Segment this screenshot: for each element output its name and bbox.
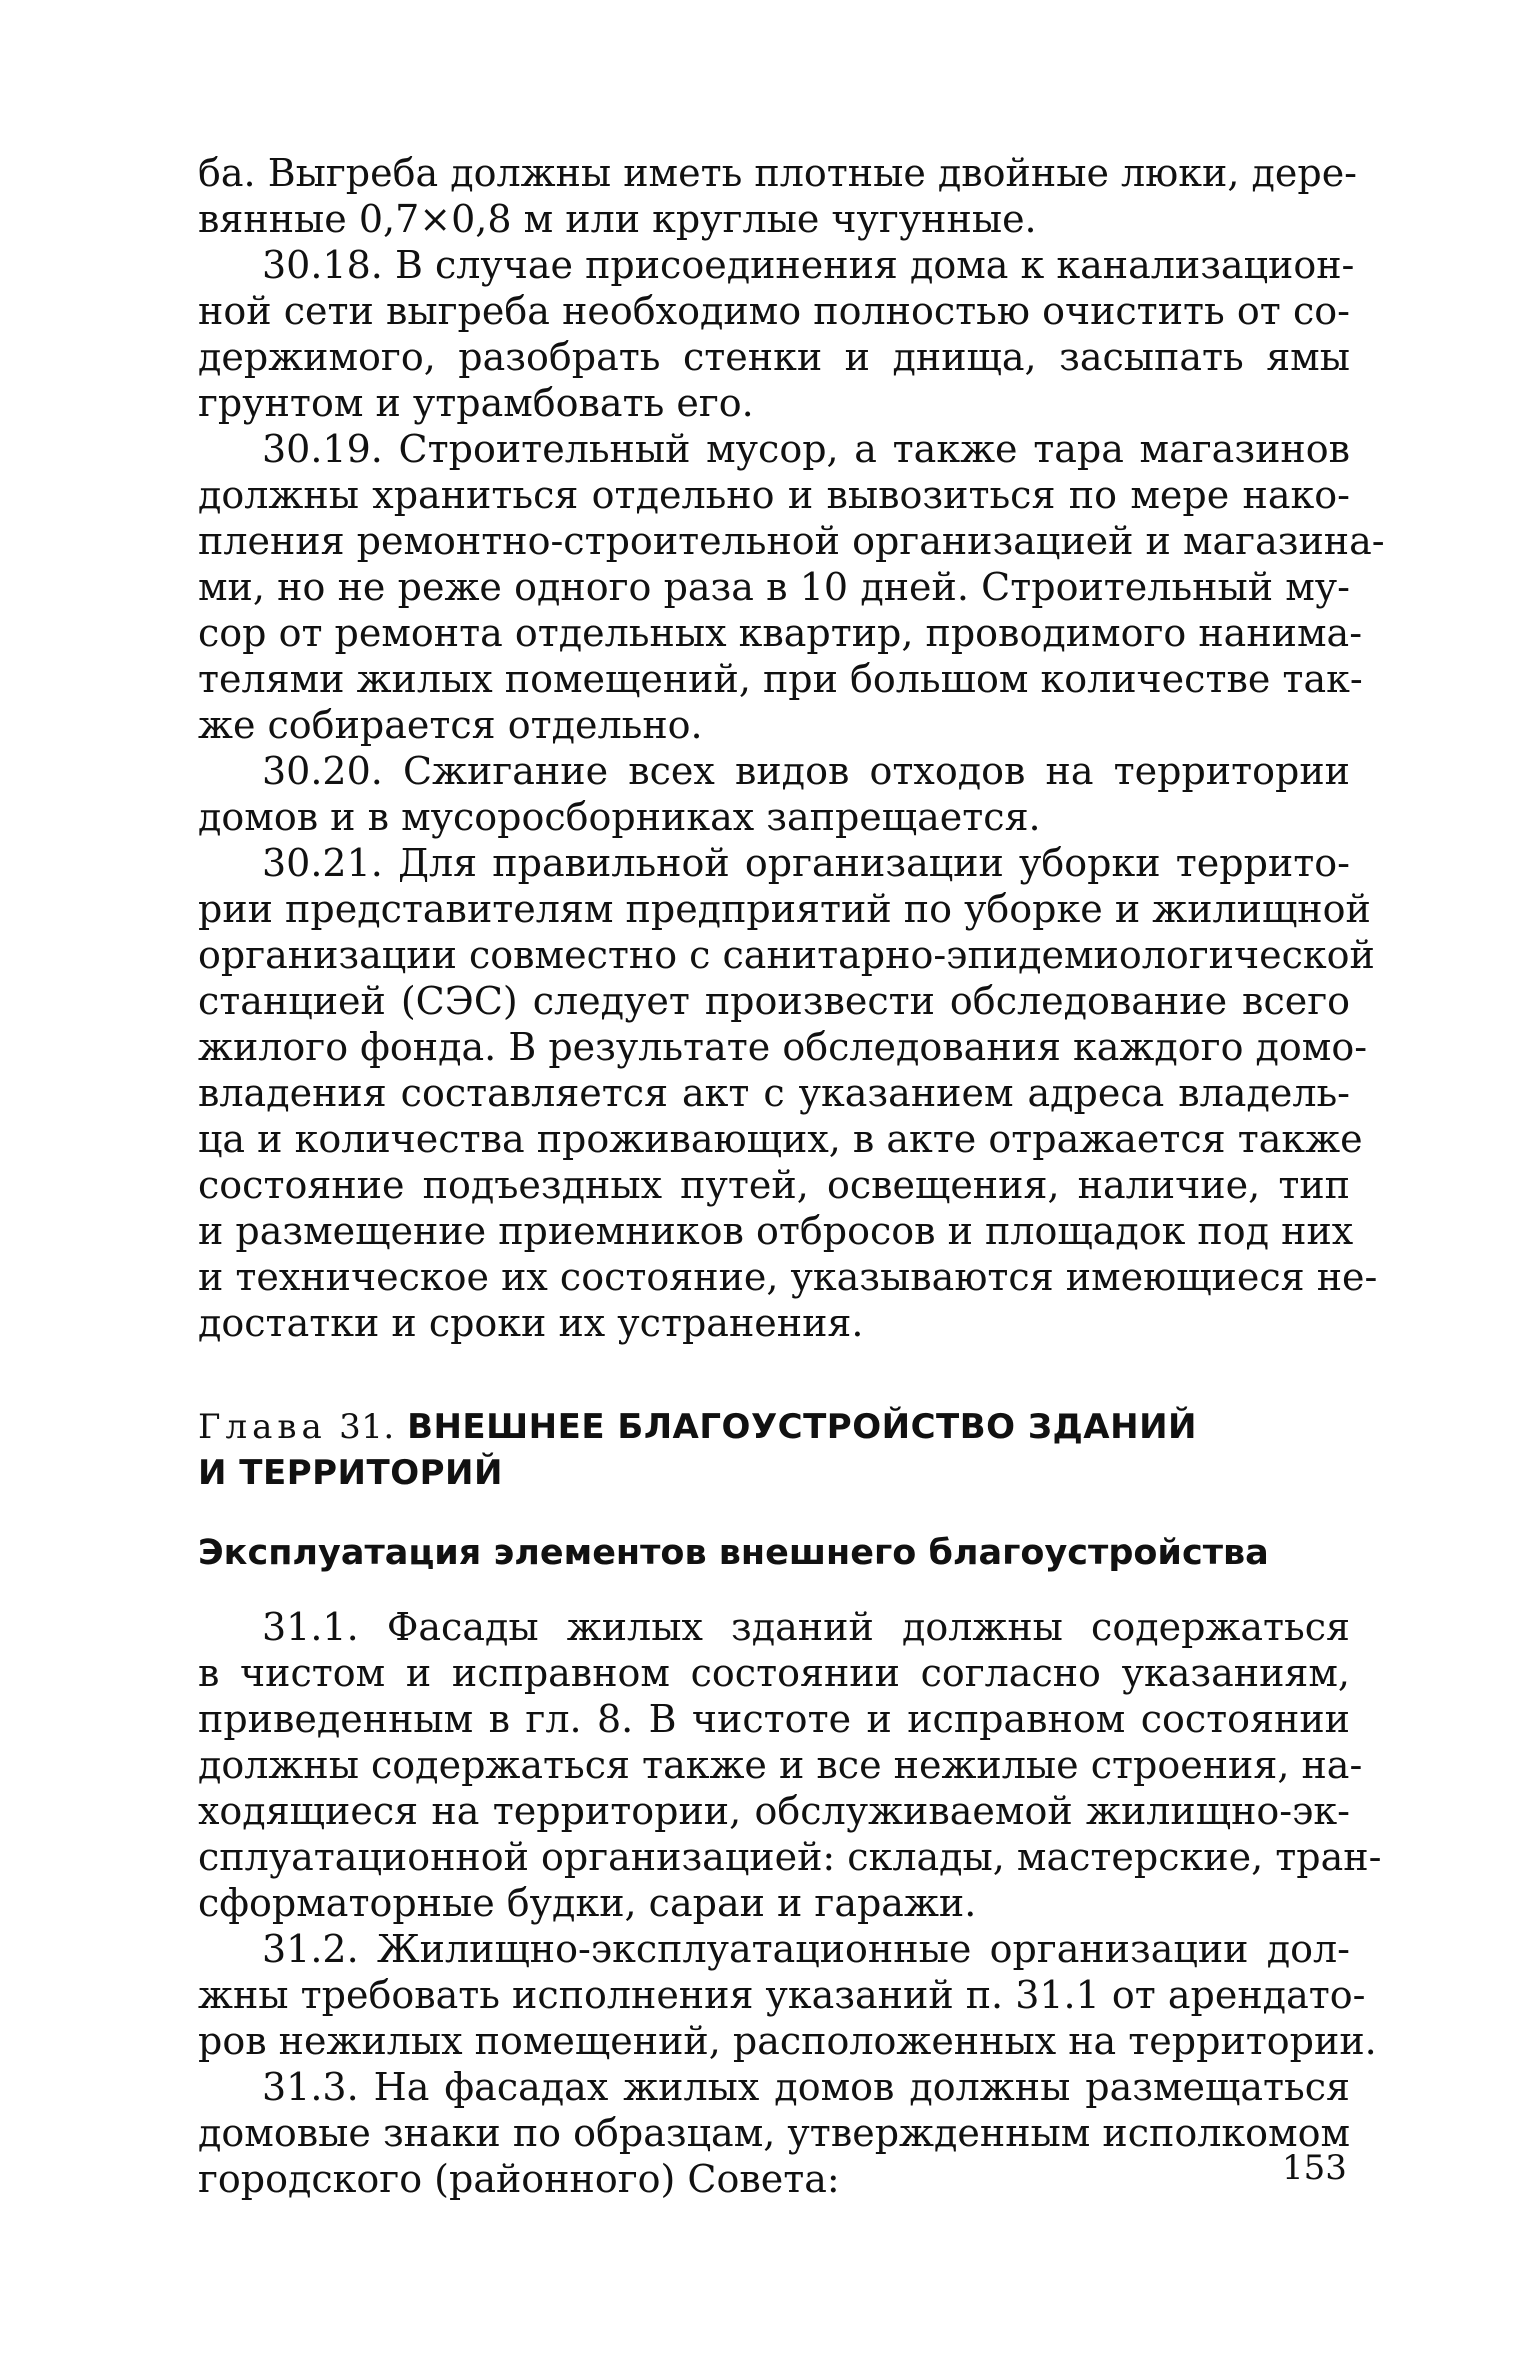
text-line: телями жилых помещений, при большом количестве так- bbox=[198, 657, 1363, 701]
text-line: ров нежилых помещений, расположенных на территории. bbox=[198, 2019, 1377, 2063]
text-line: жны требовать исполнения указаний п. 31.1 от арендато- bbox=[198, 1973, 1366, 2017]
document-page bbox=[198, 150, 1385, 2202]
paragraph-31-2 bbox=[198, 1926, 1377, 2064]
text-line: владения составляется акт с указанием адреса владель- bbox=[198, 1071, 1350, 1115]
text-line: достатки и сроки их устранения. bbox=[198, 1301, 864, 1345]
chapter-title-line-2: И ТЕРРИТОРИЙ bbox=[198, 1453, 503, 1493]
text-line: же собирается отдельно. bbox=[198, 703, 703, 747]
paragraph-30-19 bbox=[198, 426, 1385, 748]
text-line: 31.3. На фасадах жилых домов должны размещаться bbox=[262, 2065, 1350, 2109]
text-line: и размещение приемников отбросов и площадок под них bbox=[198, 1209, 1354, 1253]
chapter-number: 31. bbox=[339, 1407, 395, 1447]
text-line: городского (районного) Совета: bbox=[198, 2157, 840, 2201]
text-line: 31.1. Фасады жилых зданий должны содержаться bbox=[262, 1605, 1350, 1649]
paragraph-30-20 bbox=[198, 748, 1350, 840]
text-line: сформаторные будки, сараи и гаражи. bbox=[198, 1881, 977, 1925]
paragraph-30-21 bbox=[198, 840, 1378, 1346]
text-line: домов и в мусоросборниках запрещается. bbox=[198, 795, 1041, 839]
text-line: должны храниться отдельно и вывозиться по мере нако- bbox=[198, 473, 1350, 517]
section-subheading: Эксплуатация элементов внешнего благоустройства bbox=[198, 1533, 1269, 1573]
text-line: держимого, разобрать стенки и днища, засыпать ямы bbox=[198, 335, 1350, 379]
text-line: организации совместно с санитарно-эпидемиологической bbox=[198, 933, 1375, 977]
text-line: сор от ремонта отдельных квартир, проводимого нанима- bbox=[198, 611, 1363, 655]
text-line: 31.2. Жилищно-эксплуатационные организации дол- bbox=[262, 1927, 1350, 1971]
text-line: ной сети выгреба необходимо полностью очистить от со- bbox=[198, 289, 1350, 333]
chapter-title: ВНЕШНЕЕ БЛАГОУСТРОЙСТВО ЗДАНИЙ bbox=[407, 1407, 1197, 1447]
page-number: 153 bbox=[1282, 2148, 1347, 2188]
text-line: 30.18. В случае присоединения дома к канализацион- bbox=[262, 243, 1355, 287]
text-line: грунтом и утрамбовать его. bbox=[198, 381, 754, 425]
text-line: ходящиеся на территории, обслуживаемой жилищно-эк- bbox=[198, 1789, 1350, 1833]
paragraph-31-3 bbox=[198, 2064, 1350, 2202]
text-line: жилого фонда. В результате обследования каждого домо- bbox=[198, 1025, 1368, 1069]
text-line: ба. Выгреба должны иметь плотные двойные люки, дере- bbox=[198, 151, 1358, 195]
paragraph-30-18 bbox=[198, 242, 1355, 426]
text-line: 30.21. Для правильной организации уборки террито- bbox=[262, 841, 1350, 885]
text-line: ми, но не реже одного раза в 10 дней. Строительный му- bbox=[198, 565, 1350, 609]
chapter-heading bbox=[198, 1404, 1350, 1496]
text-line: и техническое их состояние, указываются имеющиеся не- bbox=[198, 1255, 1378, 1299]
text-line: домовые знаки по образцам, утвержденным исполкомом bbox=[198, 2111, 1350, 2155]
text-line: вянные 0,7×0,8 м или круглые чугунные. bbox=[198, 197, 1037, 241]
text-line: в чистом и исправном состоянии согласно указаниям, bbox=[198, 1651, 1350, 1695]
text-line: пления ремонтно-строительной организацией и магазина- bbox=[198, 519, 1385, 563]
text-line: ца и количества проживающих, в акте отражается также bbox=[198, 1117, 1363, 1161]
text-line: рии представителям предприятий по уборке и жилищной bbox=[198, 887, 1371, 931]
text-line: состояние подъездных путей, освещения, наличие, тип bbox=[198, 1163, 1350, 1207]
text-line: приведенным в гл. 8. В чистоте и исправном состоянии bbox=[198, 1697, 1350, 1741]
text-line: сплуатационной организацией: склады, мастерские, тран- bbox=[198, 1835, 1382, 1879]
text-line: 30.20. Сжигание всех видов отходов на территории bbox=[262, 749, 1350, 793]
text-line: станцией (СЭС) следует произвести обследование всего bbox=[198, 979, 1350, 1023]
paragraph-31-1 bbox=[198, 1604, 1382, 1926]
paragraph-continuation bbox=[198, 150, 1358, 242]
chapter-heading-line-1 bbox=[198, 1404, 1350, 1450]
text-line: должны содержаться также и все нежилые строения, на- bbox=[198, 1743, 1363, 1787]
chapter-word: Глава bbox=[198, 1407, 327, 1447]
text-line: 30.19. Строительный мусор, а также тара магазинов bbox=[262, 427, 1350, 471]
